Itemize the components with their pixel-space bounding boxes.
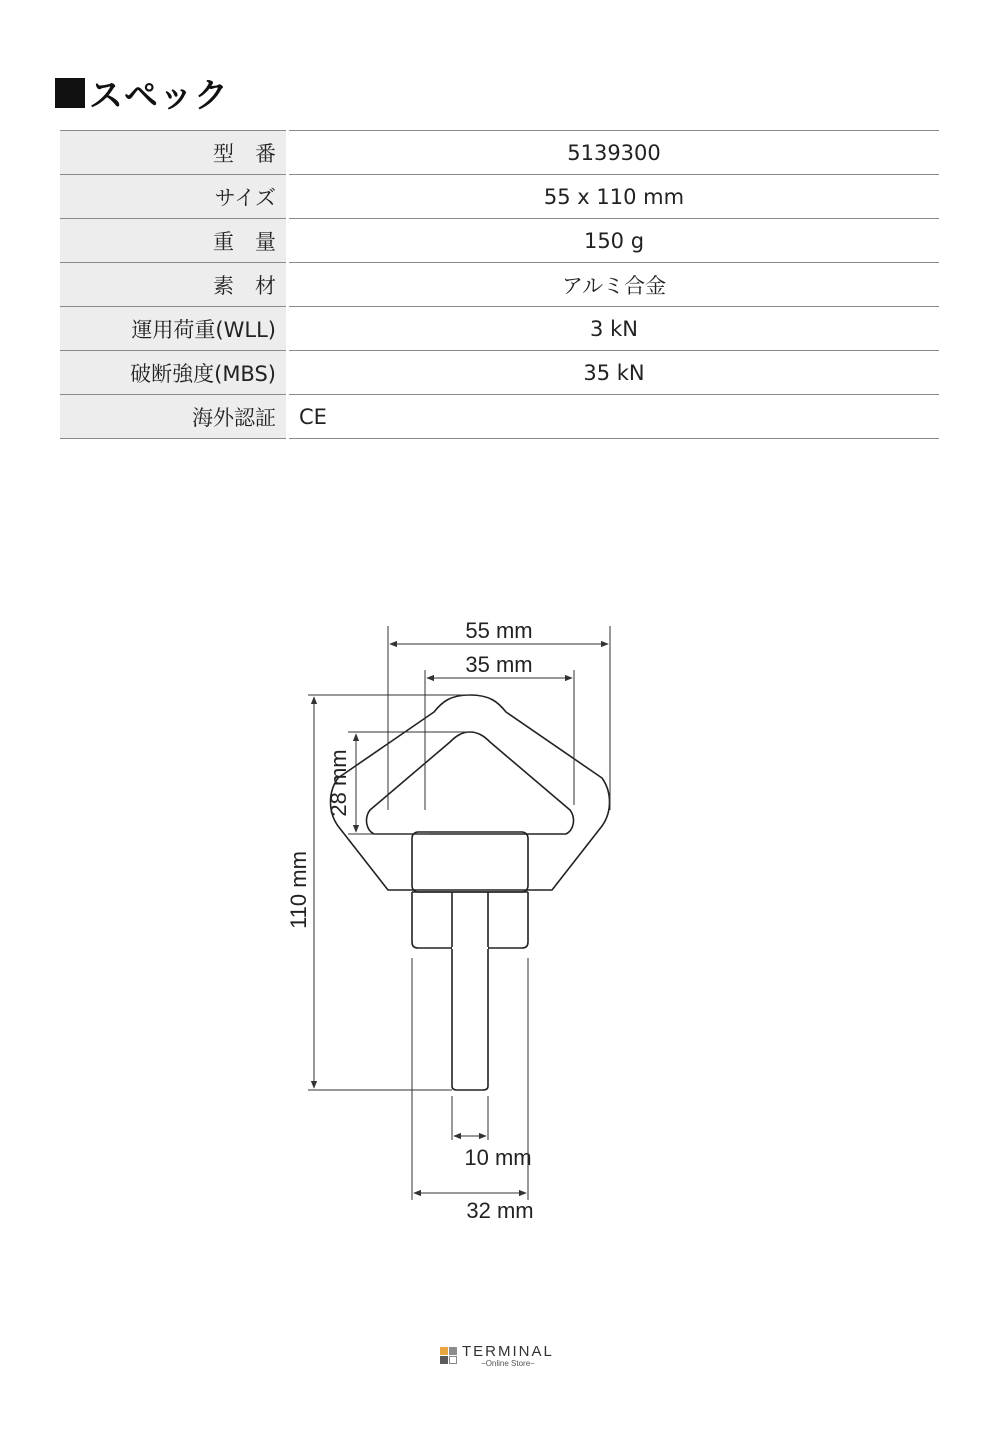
- spec-label: 海外認証: [60, 395, 288, 439]
- dim-35-label: 35 mm: [465, 652, 533, 677]
- swivel-body: [412, 832, 528, 892]
- page-title: スペック: [89, 76, 229, 116]
- inner-ring-shape: [367, 732, 574, 834]
- footer-brand: TERMINAL: [462, 1343, 554, 1360]
- spec-value: CE: [288, 395, 940, 439]
- spec-row: [60, 307, 939, 351]
- dim-28-label: 28 mm: [326, 749, 351, 817]
- spec-label: 破断強度(MBS): [60, 351, 288, 395]
- heading-square-icon: [55, 78, 85, 108]
- terminal-logo-icon: [440, 1347, 458, 1365]
- spec-label: 運用荷重(WLL): [60, 307, 288, 351]
- spec-label: 重 量: [60, 219, 288, 263]
- spec-row: [60, 263, 939, 307]
- spec-value: アルミ合金: [288, 263, 940, 307]
- spec-value: 3 kN: [288, 307, 940, 351]
- spec-row: [60, 351, 939, 395]
- anchor-swivel-drawing: [270, 600, 670, 1240]
- dim-110-label: 110 mm: [286, 851, 311, 929]
- footer-logo: [440, 1344, 554, 1368]
- spec-label: 型 番: [60, 131, 288, 175]
- spec-value: 150 g: [288, 219, 940, 263]
- spec-row: [60, 175, 939, 219]
- spec-table: [60, 130, 939, 439]
- spec-label: サイズ: [60, 175, 288, 219]
- dim-55-label: 55 mm: [465, 618, 533, 643]
- spec-row: [60, 395, 939, 439]
- dim-10-label: 10 mm: [464, 1145, 532, 1170]
- spec-value: 35 kN: [288, 351, 940, 395]
- spec-row: [60, 219, 939, 263]
- spec-row: [60, 131, 939, 175]
- spec-value: 5139300: [288, 131, 940, 175]
- swivel-base: [412, 892, 528, 948]
- spec-value: 55 x 110 mm: [288, 175, 940, 219]
- spec-heading: [55, 68, 229, 117]
- dimension-diagram: [270, 600, 670, 1244]
- spec-label: 素 材: [60, 263, 288, 307]
- footer-sub: −Online Store−: [481, 1359, 535, 1368]
- bolt-shaft: [452, 892, 488, 1090]
- outer-ring-shape: [331, 695, 610, 890]
- dim-32-label: 32 mm: [466, 1198, 534, 1223]
